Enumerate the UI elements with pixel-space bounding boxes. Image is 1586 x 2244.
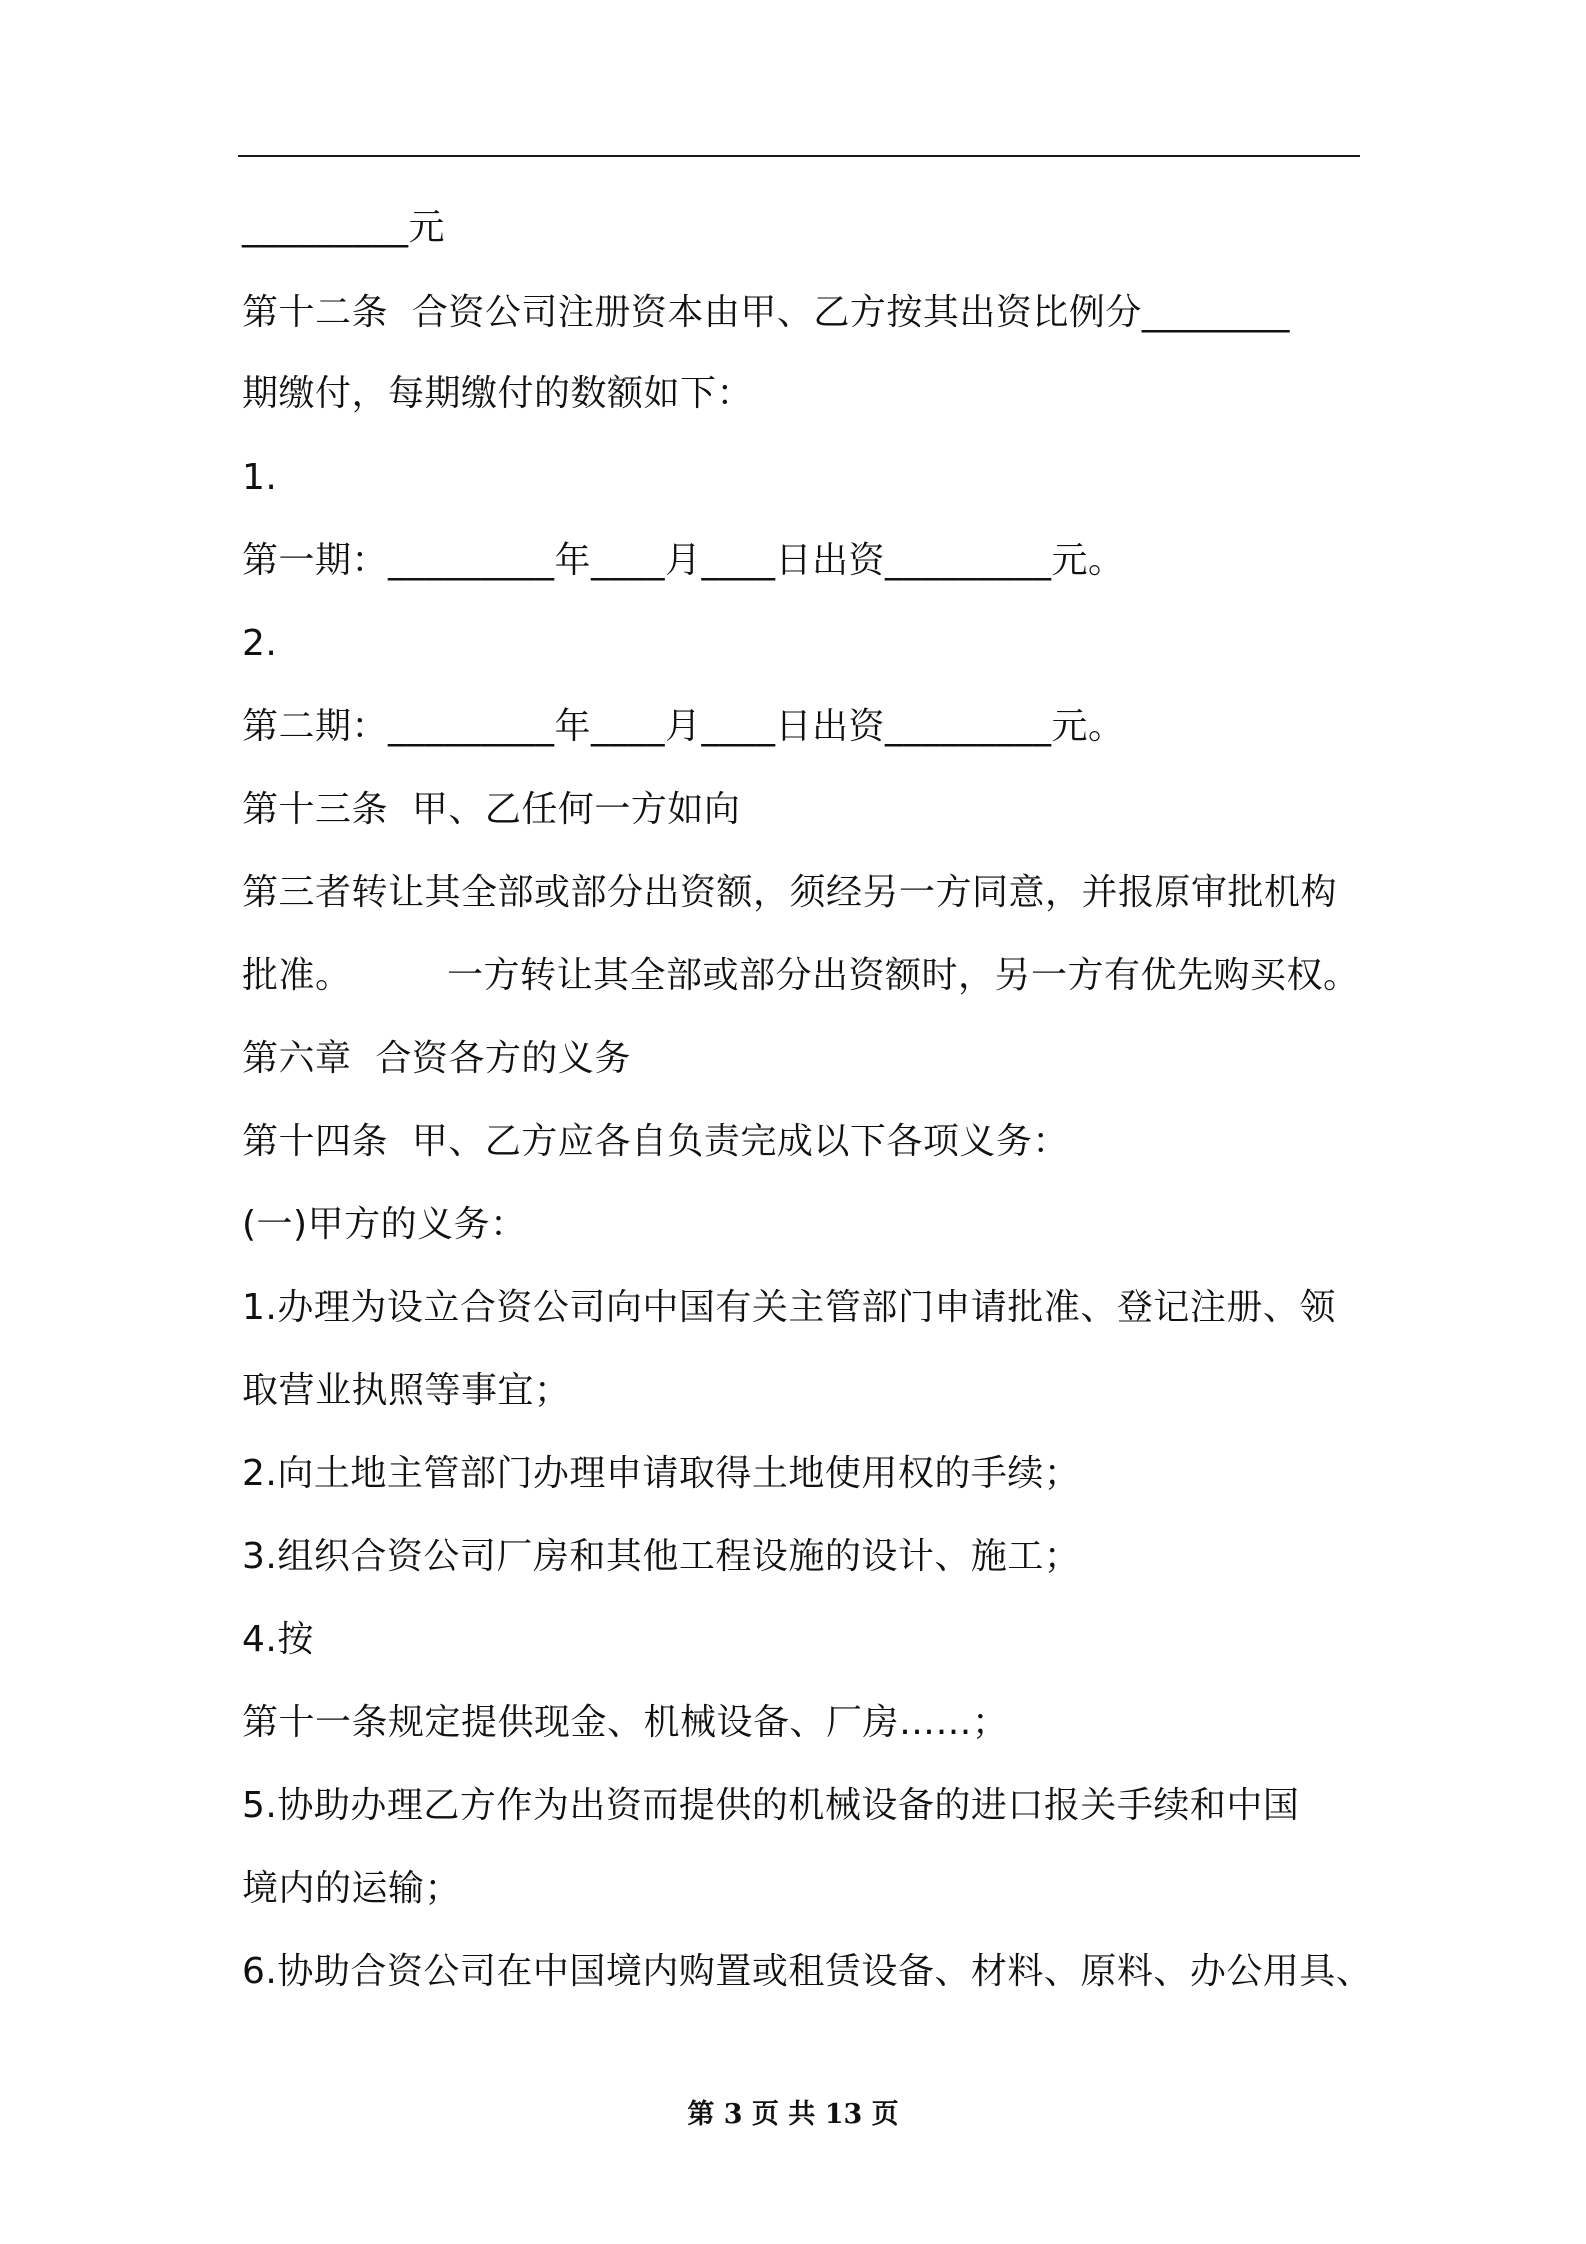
text-line: 取营业执照等事宜；: [242, 1370, 571, 1411]
text-line: 6.协助合资公司在中国境内购置或租赁设备、材料、原料、办公用具、: [242, 1951, 1373, 1992]
text-line: 1.办理为设立合资公司向中国有关主管部门申请批准、登记注册、领: [242, 1287, 1336, 1328]
article-12-heading-line: 第十二条 合资公司注册资本由甲、乙方按其出资比例分________: [242, 292, 1290, 333]
installment-2-line: 第二期：_________年____月____日出资_________元。: [242, 706, 1125, 747]
text-line: 境内的运输；: [242, 1868, 462, 1909]
text-line: _________元: [242, 207, 446, 248]
article-13-heading-line: 第十三条 甲、乙任何一方如向: [242, 789, 741, 830]
text-line: 2.向土地主管部门办理申请取得土地使用权的手续；: [242, 1453, 1081, 1494]
text-line: 第十一条规定提供现金、机械设备、厂房……；: [242, 1702, 1009, 1743]
party-a-obligations-heading: (一)甲方的义务：: [242, 1204, 527, 1245]
header-rule: [238, 155, 1360, 157]
text-line: 2.: [242, 623, 278, 664]
text-line: 第三者转让其全部或部分出资额，须经另一方同意，并报原审批机构: [242, 872, 1338, 913]
chapter-6-heading: 第六章 合资各方的义务: [242, 1038, 631, 1079]
article-14-heading-line: 第十四条 甲、乙方应各自负责完成以下各项义务：: [242, 1121, 1069, 1162]
text-line: 批准。 一方转让其全部或部分出资额时，另一方有优先购买权。: [242, 955, 1360, 996]
page-number-footer: 第 3 页 共 13 页: [687, 2099, 899, 2130]
text-line: 1.: [242, 457, 278, 498]
text-line: 期缴付，每期缴付的数额如下：: [242, 373, 754, 414]
text-line: 5.协助办理乙方作为出资而提供的机械设备的进口报关手续和中国: [242, 1785, 1300, 1826]
text-line: 3.组织合资公司厂房和其他工程设施的设计、施工；: [242, 1536, 1081, 1577]
installment-1-line: 第一期：_________年____月____日出资_________元。: [242, 540, 1125, 581]
text-line: 4.按: [242, 1619, 314, 1660]
